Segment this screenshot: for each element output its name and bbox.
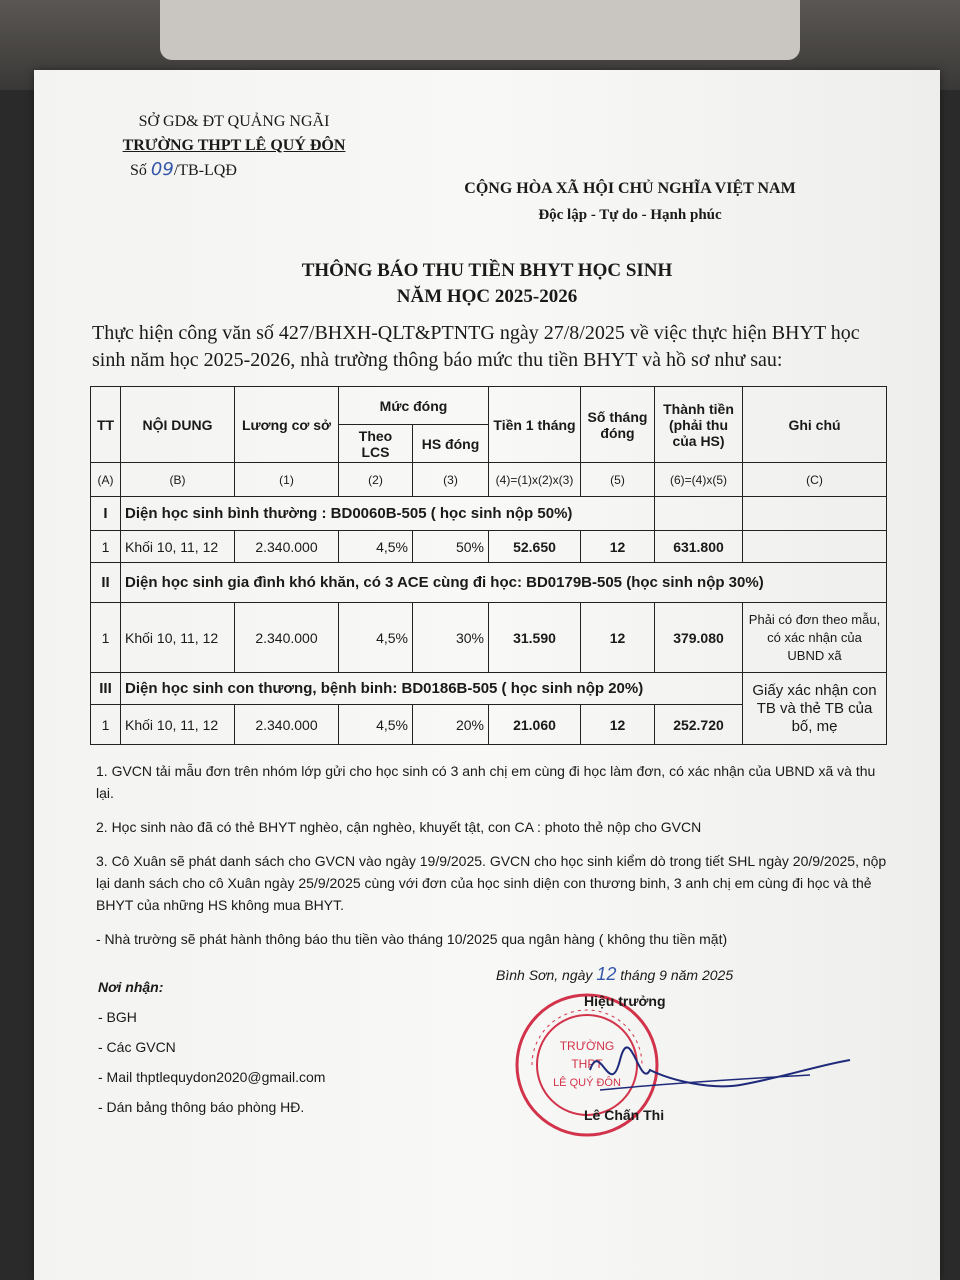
- table-row: 1 Khối 10, 11, 12 2.340.000 4,5% 50% 52.650 12 631.800: [91, 531, 887, 563]
- header-left: [84, 110, 384, 183]
- notes-list: [96, 760, 896, 962]
- header-noidung: NỘI DUNG: [121, 387, 235, 463]
- motto: Độc lập - Tự do - Hạnh phúc: [538, 207, 722, 223]
- signer-name: Lê Chấn Thi: [584, 1107, 665, 1123]
- header-right: [440, 176, 820, 228]
- note-item: 2. Học sinh nào đã có thẻ BHYT nghèo, cận nghèo, khuyết tật, con CA : photo thẻ nộp cho GVCN: [96, 819, 702, 835]
- section-row-1: I Diện học sinh bình thường : BD0060B-505 ( học sinh nộp 50%): [91, 497, 887, 531]
- note-item: 1. GVCN tải mẫu đơn trên nhóm lớp gửi cho học sinh có 3 anh chị em cùng đi học làm đơn, có xác nhận của UBND xã và thu lại.: [96, 763, 876, 801]
- recipient-item: - Các GVCN: [98, 1039, 176, 1055]
- header-hsdong: HS đóng: [413, 425, 489, 463]
- header-mucdong: Mức đóng: [339, 387, 489, 425]
- recipient-item: - BGH: [98, 1009, 137, 1025]
- header-theolcs: Theo LCS: [339, 425, 413, 463]
- recipient-item: - Mail thptlequydon2020@gmail.com: [98, 1069, 326, 1085]
- sign-date: Bình Sơn, ngày 12 tháng 9 năm 2025: [496, 964, 734, 984]
- header-sothang: Số tháng đóng: [581, 387, 655, 463]
- fee-table: [90, 386, 887, 745]
- nation-title: CỘNG HÒA XÃ HỘI CHỦ NGHĨA VIỆT NAM: [464, 180, 796, 197]
- header-ghichu: Ghi chú: [743, 387, 887, 463]
- svg-text:TRƯỜNG: TRƯỜNG: [559, 1039, 615, 1053]
- svg-text:THPT: THPT: [571, 1057, 603, 1071]
- intro-paragraph: Thực hiện công văn số 427/BHXH-QLT&PTNTG ngày 27/8/2025 về việc thực hiện BHYT học sinh năm học 2025-2026, nhà trường thông báo mức thu tiền BHYT và hồ sơ như sau:: [92, 322, 860, 371]
- table-row: 1 Khối 10, 11, 12 2.340.000 4,5% 30% 31.590 12 379.080 Phải có đơn theo mẫu, có xác nhận của UBND xã: [91, 603, 887, 673]
- table-row: 1 Khối 10, 11, 12 2.340.000 4,5% 20% 21.060 12 252.720: [91, 705, 887, 745]
- school-name: TRƯỜNG THPT LÊ QUÝ ĐÔN: [122, 137, 346, 154]
- page-title: THÔNG BÁO THU TIỀN BHYT HỌC SINH NĂM HỌC 2025-2026: [301, 260, 673, 307]
- note-item: 3. Cô Xuân sẽ phát danh sách cho GVCN vào ngày 19/9/2025. GVCN cho học sinh kiểm dò trong tiết SHL ngày 20/9/2025, nộp lại danh sách cho cô Xuân ngày 25/9/2025 cùng với đơn của học sinh diện con thương binh, 3 anh chị em cùng đi học và thẻ BHYT của những HS không mua BHYT.: [96, 853, 887, 913]
- header-tt: TT: [91, 387, 121, 463]
- recipients: [98, 972, 325, 1122]
- header-thanhtien: Thành tiền (phải thu của HS): [655, 387, 743, 463]
- header-tien1thang: Tiền 1 tháng: [489, 387, 581, 463]
- header-luong: Lương cơ sở: [235, 387, 339, 463]
- document-number: Số 09/TB-LQĐ: [130, 159, 237, 180]
- code-row: (A) (B) (1) (2) (3) (4)=(1)x(2)x(3) (5) (6)=(4)x(5) (C): [91, 463, 887, 497]
- signer-title: Hiệu trưởng: [584, 993, 666, 1009]
- svg-text:LÊ QUÝ ĐÔN: LÊ QUÝ ĐÔN: [553, 1077, 621, 1089]
- note-item: - Nhà trường sẽ phát hành thông báo thu tiền vào tháng 10/2025 qua ngân hàng ( không thu tiền mặt): [96, 931, 728, 947]
- section-row-3: III Diện học sinh con thương, bệnh binh: BD0186B-505 ( học sinh nộp 20%) Giấy xác nhận con TB và thẻ TB của bố, mẹ: [91, 673, 887, 705]
- recipients-label: Nơi nhận:: [98, 979, 164, 995]
- section-row-2: II Diện học sinh gia đình khó khăn, có 3 ACE cùng đi học: BD0179B-505 (học sinh nộp 30%): [91, 563, 887, 603]
- recipient-item: - Dán bảng thông báo phòng HĐ.: [98, 1099, 305, 1115]
- dept-name: SỞ GD& ĐT QUẢNG NGÃI: [138, 113, 330, 130]
